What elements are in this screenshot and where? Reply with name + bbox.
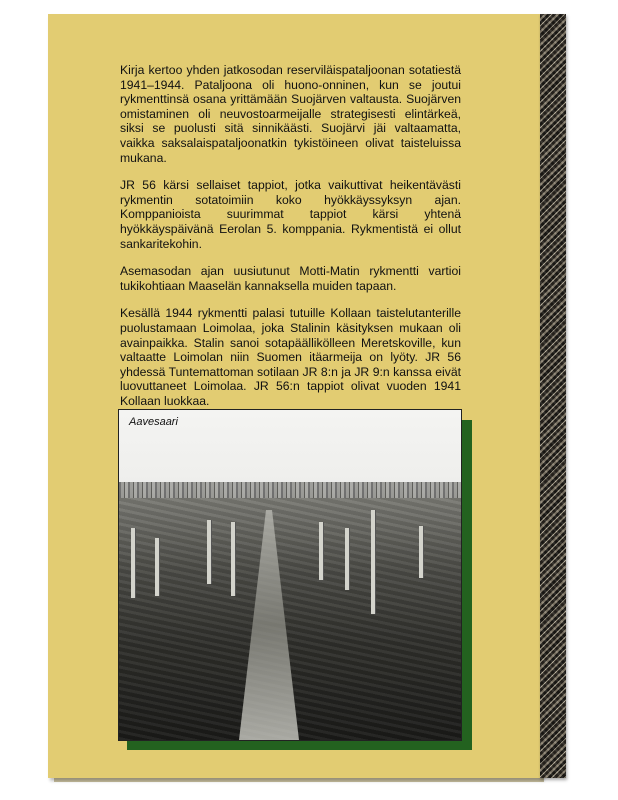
- blurb-paragraph-3: Asemasodan ajan uusiutunut Motti-Matin rykmentti vartioi tukikohtiaan Maaselän kannaksella muiden tapaan.: [120, 264, 461, 293]
- photo-post: [345, 528, 349, 590]
- photo-post: [319, 522, 323, 580]
- blurb-paragraph-2: JR 56 kärsi sellaiset tappiot, jotka vaikuttivat heikentävästi rykmentin sotatoimiin koko hyökkäyssyksyn ajan. Komppanioista suurimmat tappiot kärsi yhtenä hyökkäyspäivänä Eerolan 5. komppania. Rykmentistä ei ollut sankaritekohin.: [120, 178, 461, 251]
- aavesaari-photo: [118, 409, 462, 741]
- photo-post: [419, 526, 423, 578]
- photo-post: [207, 520, 211, 584]
- blurb-paragraph-4: Kesällä 1944 rykmentti palasi tutuille Kollaan taistelutanterille puolustamaan Loimolaa, joka Stalinin käsityksen mukaan oli avainpaikka. Stalin sanoi sotapäällikölleen Meretskoville, kun valtaatte Loimolan niin Suomen itäarmeija on lyöty. JR 56 yhdessä Tuntemattoman sotilaan JR 8:n ja JR 9:n kanssa eivät luovuttaneet Loimolaa. JR 56:n tappiot olivat vuoden 1941 Kollaan luokkaa.: [120, 306, 461, 408]
- blurb-paragraph-1: Kirja kertoo yhden jatkosodan reserviläispataljoonan sotatiestä 1941–1944. Pataljoona oli huono-onninen, kun se joutui rykmenttinsä osana yrittämään Suojärven valtausta. Suojärven omistaminen oli neuvostoarmeijalle strategisesti elintärkeä, siksi se puolusti sitä sinnikäästi. Suojärvi jäi valtaamatta, vaikka saksalaispataljoonatkin tykistöineen olivat taisteluissa mukana.: [120, 63, 461, 165]
- photo-post: [231, 522, 235, 596]
- book-spine: [540, 14, 566, 778]
- photo-post: [155, 538, 159, 596]
- photo-post: [131, 528, 135, 598]
- blurb-text: [120, 63, 461, 421]
- photo-caption: Aavesaari: [129, 416, 178, 428]
- photo-post: [371, 510, 375, 614]
- photo-treeline: [119, 482, 461, 498]
